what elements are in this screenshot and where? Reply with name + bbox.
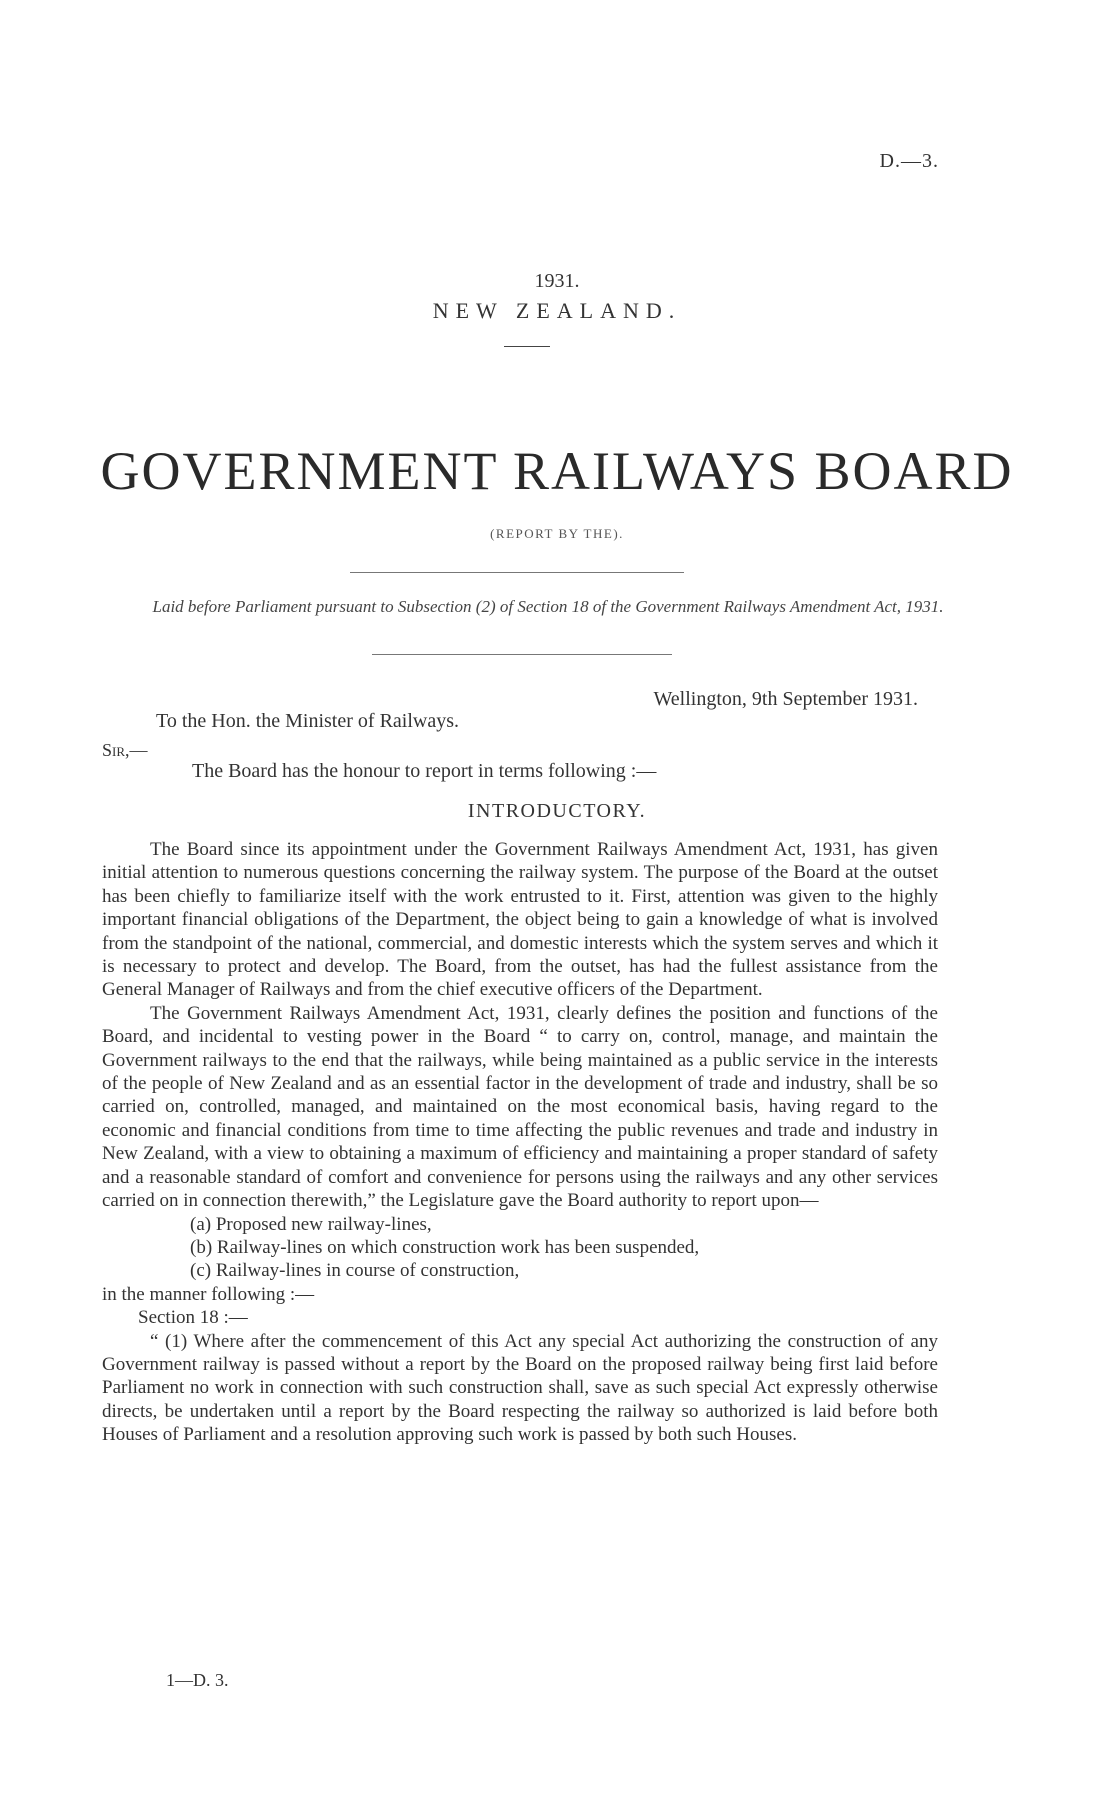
list-item: (a) Proposed new railway-lines, bbox=[190, 1213, 432, 1235]
divider-short bbox=[504, 346, 550, 347]
salutation: Sir,— bbox=[102, 740, 148, 760]
opening-line: The Board has the honour to report in terms following :— bbox=[192, 760, 657, 782]
authority-list bbox=[102, 1213, 938, 1283]
laid-before-notice: Laid before Parliament pursuant to Subsection (2) of Section 18 of the Government Railways Amendment Act, 1931. bbox=[152, 597, 944, 616]
country-heading: NEW ZEALAND. bbox=[432, 298, 682, 323]
section-heading: INTRODUCTORY. bbox=[467, 800, 647, 822]
list-item: (b) Railway-lines on which construction work has been suspended, bbox=[190, 1236, 700, 1258]
body-text bbox=[102, 838, 938, 1447]
divider-bottom bbox=[372, 654, 672, 655]
page-reference: D.—3. bbox=[879, 150, 939, 172]
after-list-line: in the manner following :— bbox=[102, 1283, 315, 1305]
quoted-paragraph: “ (1) Where after the commencement of this Act any special Act authorizing the construction of any Government railway is passed without a report by the Board on the proposed railway being first laid before Parliament no work in connection with such construction shall, save as such special Act expressly otherwise directs, be undertaken until a report by the Board respecting the railway so authorized is laid before both Houses of Parliament and a resolution approving such work is passed by both such Houses. bbox=[102, 1330, 938, 1446]
report-year: 1931. bbox=[534, 270, 580, 292]
dateline: Wellington, 9th September 1931. bbox=[653, 688, 918, 710]
document-subtitle: (REPORT BY THE). bbox=[490, 526, 624, 541]
footer-reference: 1—D. 3. bbox=[166, 1670, 229, 1690]
section-reference: Section 18 :— bbox=[138, 1307, 248, 1329]
paragraph-1: The Board since its appointment under the Government Railways Amendment Act, 1931, has given initial attention to numerous questions concerning the railway system. The purpose of the Board at the outset has been chiefly to familiarize itself with the work entrusted to it. First, attention was given to the highly important financial obligations of the Department, the object being to gain a knowledge of what is involved from the standpoint of the national, commercial, and domestic interests which the system serves and which it is necessary to protect and develop. The Board, from the outset, has had the fullest assistance from the General Manager of Railways and from the chief executive officers of the Department. bbox=[102, 839, 938, 1001]
divider-top bbox=[350, 572, 684, 573]
list-item: (c) Railway-lines in course of construction, bbox=[190, 1260, 520, 1282]
document-title: GOVERNMENT RAILWAYS BOARD bbox=[100, 441, 1014, 501]
addressee: To the Hon. the Minister of Railways. bbox=[156, 710, 459, 732]
paragraph-2: The Government Railways Amendment Act, 1931, clearly defines the position and functions of the Board, and incidental to vesting power in the Board “ to carry on, control, manage, and maintain the Government railways to the end that the railways, while being maintained as a public service in the interests of the people of New Zealand and as an essential factor in the development of trade and industry, shall be so carried on, controlled, managed, and maintained on the most economical basis, having regard to the economic and financial conditions from time to time affecting the public revenues and trade and industry in New Zealand, with a view to obtaining a maximum of efficiency and maintaining a proper standard of safety and a reasonable standard of comfort and convenience for persons using the railways and any other services carried on in connection therewith,” the Legislature gave the Board authority to report upon— bbox=[102, 1002, 938, 1212]
